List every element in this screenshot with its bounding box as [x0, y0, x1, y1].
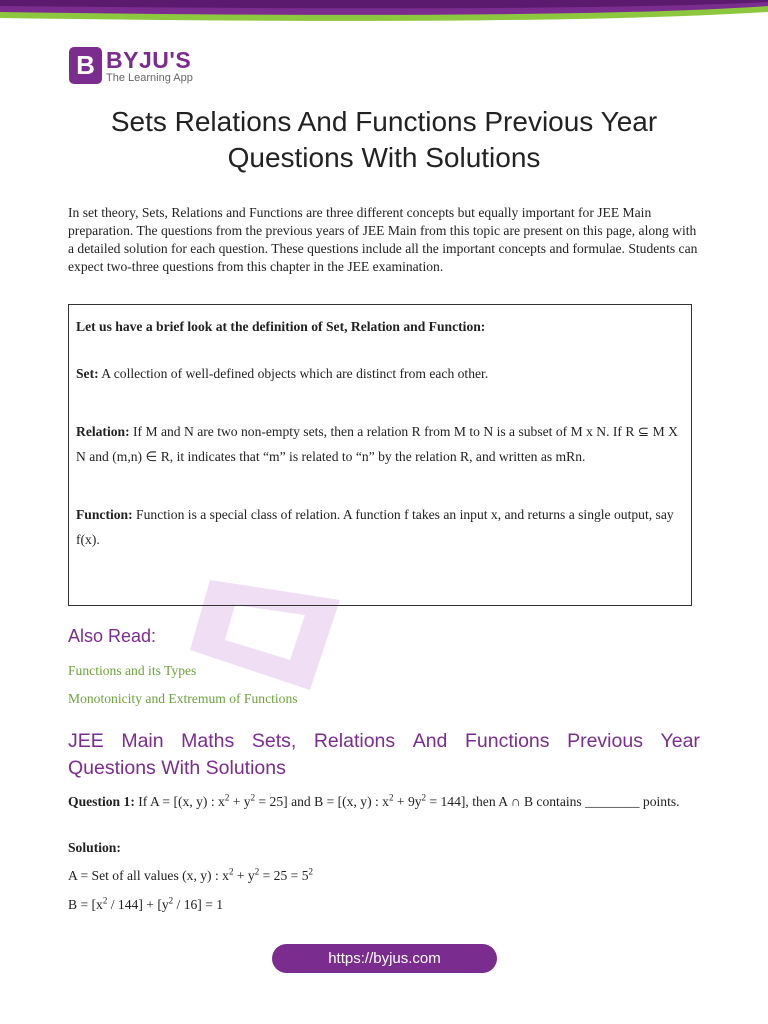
set-term: Set:	[76, 366, 99, 381]
footer-url-button[interactable]: https://byjus.com	[272, 944, 497, 973]
definitions-box	[68, 304, 692, 606]
function-text: Function is a special class of relation. A function f takes an input x, and returns a single output, say f(x).	[76, 507, 674, 547]
solution-line-2: $B = [x^2 / 144] + [y^2 / 16] = 1$	[68, 895, 224, 912]
section-heading	[68, 728, 700, 782]
set-definition	[76, 361, 684, 386]
relation-text: If M and N are two non-empty sets, then a relation R from M to N is a subset of M x N. If R ⊆ M X N and (m,n) ∈ R, it indicates that “m” is related to “n” by the relation R, and written as mRn.	[76, 424, 678, 464]
logo-tagline: The Learning App	[106, 71, 193, 84]
intro-paragraph: In set theory, Sets, Relations and Functions are three different concepts but equally important for JEE Main preparation. The questions from the previous years of JEE Main from this topic are present on this page, along with a detailed solution for each question. These questions include all the important concepts and formulae. Students can expect two-three questions from this chapter in the JEE examination.	[68, 205, 698, 274]
byjus-logo[interactable]	[69, 47, 193, 84]
definitions-heading: Let us have a brief look at the definition of Set, Relation and Function:	[76, 319, 486, 334]
section-heading-line2: Questions With Solutions	[68, 757, 286, 779]
link-monotonicity[interactable]: Monotonicity and Extremum of Functions	[68, 691, 298, 706]
solution-label: Solution:	[68, 840, 121, 855]
solution-line-1: A = Set of all values (x, y) : $x^2 + y^2 = 25 = 5^2$	[68, 866, 314, 883]
relation-term: Relation:	[76, 424, 130, 439]
page-title: Sets Relations And Functions Previous Year Questions With Solutions	[110, 106, 658, 173]
section-heading-line1: JEE Main Maths Sets, Relations And Functions Previous Year	[68, 730, 700, 752]
question-label: Question 1:	[68, 794, 135, 809]
logo-name: BYJU'S	[106, 46, 192, 73]
function-term: Function:	[76, 507, 133, 522]
set-text: A collection of well-defined objects which are distinct from each other.	[98, 366, 489, 381]
function-definition	[76, 502, 684, 552]
logo-mark: B	[69, 47, 102, 84]
link-functions-types[interactable]: Functions and its Types	[68, 663, 197, 678]
question-1: Question 1: If A = [(x, y) : $x^2 + y^2 = 25$] and B = [(x, y) : $x^2 + 9y^2 = 144$], then A ∩ B contains ________ points.	[68, 792, 680, 809]
relation-definition	[76, 419, 684, 469]
top-decorative-band	[0, 0, 768, 26]
also-read-heading: Also Read:	[68, 626, 157, 646]
